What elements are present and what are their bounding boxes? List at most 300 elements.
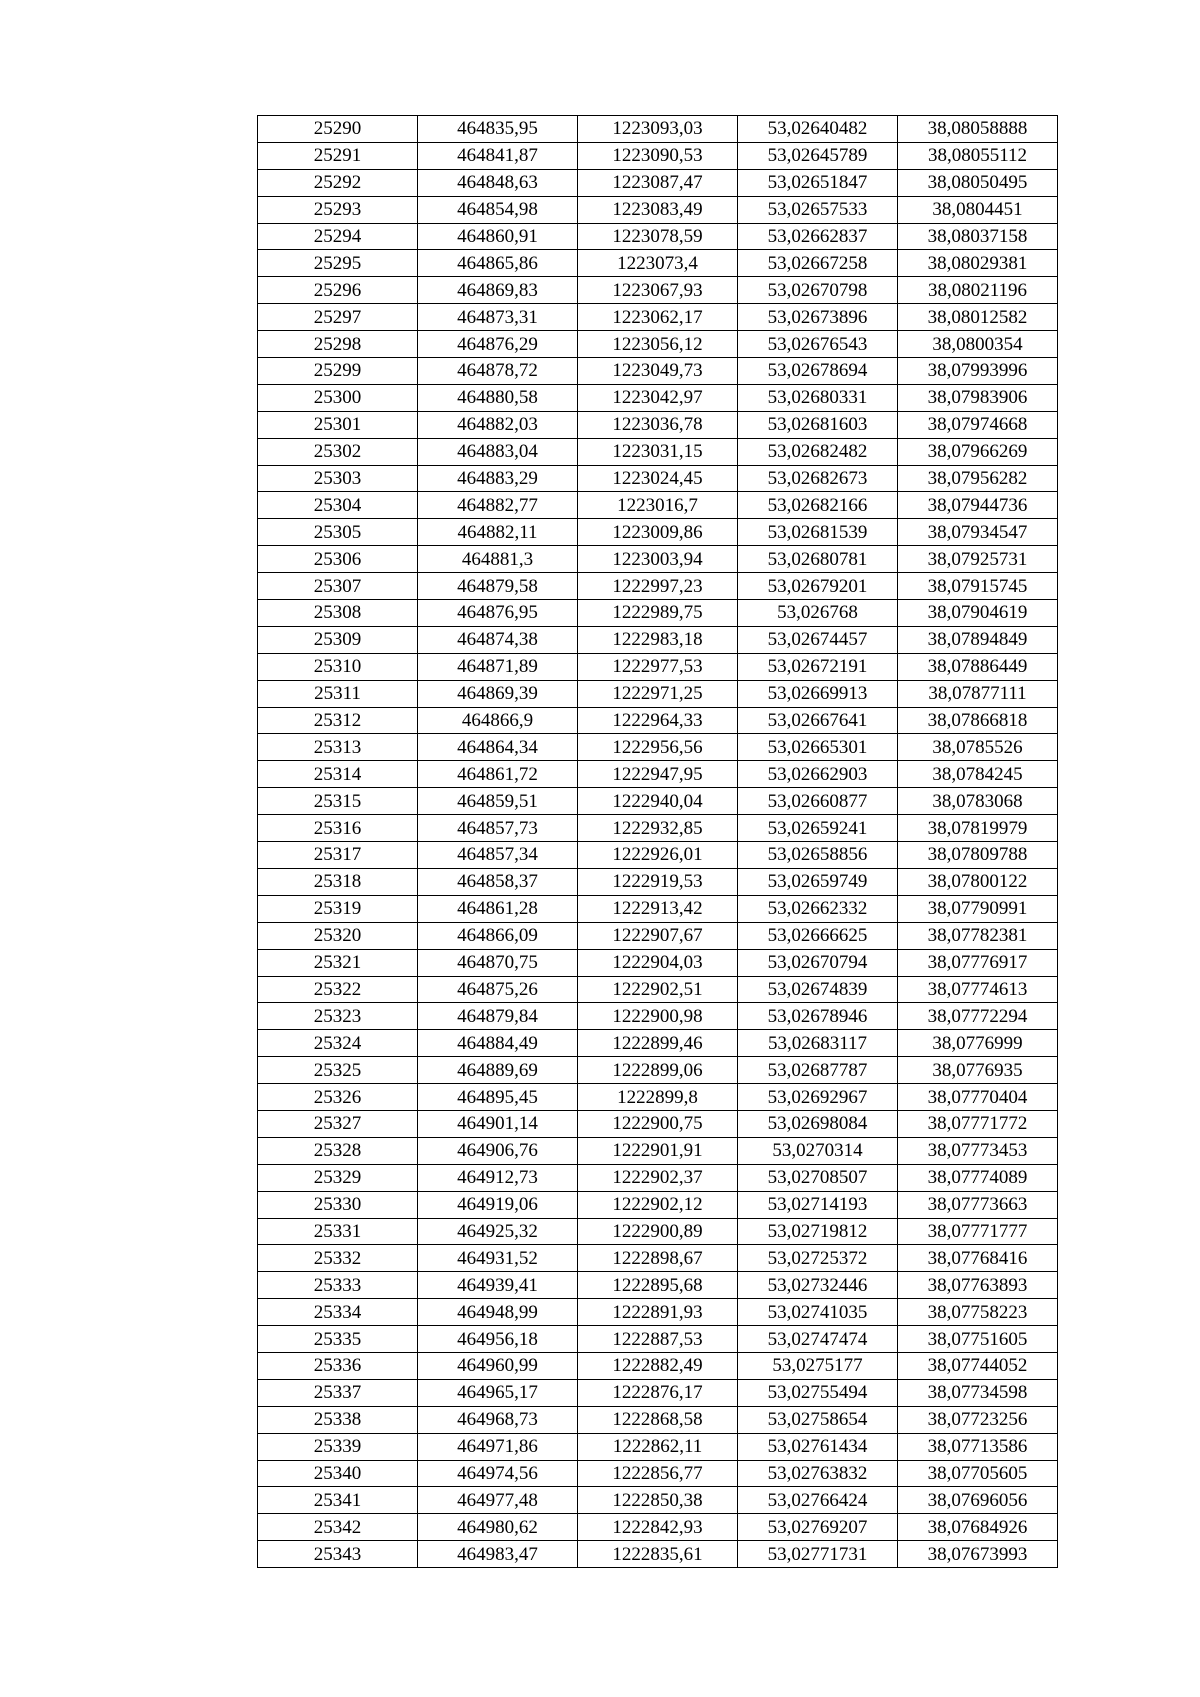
latitude-cell: 53,02662903 — [738, 761, 898, 788]
latitude-cell: 53,02667258 — [738, 250, 898, 277]
longitude-cell: 38,07713586 — [898, 1433, 1058, 1460]
x-coordinate-cell: 464974,56 — [418, 1460, 578, 1487]
table-row — [258, 653, 1058, 680]
x-coordinate-cell: 464854,98 — [418, 196, 578, 223]
point-number-cell: 25304 — [258, 492, 418, 519]
point-number-cell: 25300 — [258, 384, 418, 411]
latitude-cell: 53,02682673 — [738, 465, 898, 492]
point-number-cell: 25326 — [258, 1084, 418, 1111]
point-number-cell: 25315 — [258, 788, 418, 815]
latitude-cell: 53,02719812 — [738, 1218, 898, 1245]
table-row — [258, 1272, 1058, 1299]
y-coordinate-cell: 1223024,45 — [578, 465, 738, 492]
y-coordinate-cell: 1223031,15 — [578, 438, 738, 465]
latitude-cell: 53,02669913 — [738, 680, 898, 707]
x-coordinate-cell: 464977,48 — [418, 1487, 578, 1514]
latitude-cell: 53,02670794 — [738, 949, 898, 976]
longitude-cell: 38,07771777 — [898, 1218, 1058, 1245]
latitude-cell: 53,02687787 — [738, 1057, 898, 1084]
point-number-cell: 25307 — [258, 573, 418, 600]
y-coordinate-cell: 1222913,42 — [578, 895, 738, 922]
table-row — [258, 976, 1058, 1003]
x-coordinate-cell: 464889,69 — [418, 1057, 578, 1084]
y-coordinate-cell: 1223016,7 — [578, 492, 738, 519]
latitude-cell: 53,02651847 — [738, 169, 898, 196]
longitude-cell: 38,07776917 — [898, 949, 1058, 976]
point-number-cell: 25324 — [258, 1030, 418, 1057]
latitude-cell: 53,02662332 — [738, 895, 898, 922]
y-coordinate-cell: 1222895,68 — [578, 1272, 738, 1299]
x-coordinate-cell: 464841,87 — [418, 142, 578, 169]
x-coordinate-cell: 464895,45 — [418, 1084, 578, 1111]
y-coordinate-cell: 1222900,98 — [578, 1003, 738, 1030]
x-coordinate-cell: 464861,28 — [418, 895, 578, 922]
table-row — [258, 1137, 1058, 1164]
longitude-cell: 38,08058888 — [898, 116, 1058, 143]
latitude-cell: 53,02666625 — [738, 922, 898, 949]
latitude-cell: 53,02769207 — [738, 1514, 898, 1541]
point-number-cell: 25314 — [258, 761, 418, 788]
latitude-cell: 53,0270314 — [738, 1137, 898, 1164]
y-coordinate-cell: 1222956,56 — [578, 734, 738, 761]
point-number-cell: 25321 — [258, 949, 418, 976]
table-row — [258, 196, 1058, 223]
latitude-cell: 53,02667641 — [738, 707, 898, 734]
y-coordinate-cell: 1223036,78 — [578, 411, 738, 438]
table-row — [258, 868, 1058, 895]
table-row — [258, 600, 1058, 627]
point-number-cell: 25301 — [258, 411, 418, 438]
x-coordinate-cell: 464931,52 — [418, 1245, 578, 1272]
latitude-cell: 53,02657533 — [738, 196, 898, 223]
y-coordinate-cell: 1222900,75 — [578, 1110, 738, 1137]
y-coordinate-cell: 1223009,86 — [578, 519, 738, 546]
longitude-cell: 38,07751605 — [898, 1326, 1058, 1353]
longitude-cell: 38,07934547 — [898, 519, 1058, 546]
longitude-cell: 38,07974668 — [898, 411, 1058, 438]
table-row — [258, 1191, 1058, 1218]
y-coordinate-cell: 1222842,93 — [578, 1514, 738, 1541]
y-coordinate-cell: 1223087,47 — [578, 169, 738, 196]
longitude-cell: 38,08037158 — [898, 223, 1058, 250]
table-row — [258, 1514, 1058, 1541]
table-row — [258, 546, 1058, 573]
latitude-cell: 53,02665301 — [738, 734, 898, 761]
longitude-cell: 38,07966269 — [898, 438, 1058, 465]
longitude-cell: 38,07866818 — [898, 707, 1058, 734]
latitude-cell: 53,02670798 — [738, 277, 898, 304]
y-coordinate-cell: 1222900,89 — [578, 1218, 738, 1245]
y-coordinate-cell: 1222902,12 — [578, 1191, 738, 1218]
point-number-cell: 25342 — [258, 1514, 418, 1541]
point-number-cell: 25313 — [258, 734, 418, 761]
x-coordinate-cell: 464881,3 — [418, 546, 578, 573]
latitude-cell: 53,02660877 — [738, 788, 898, 815]
table-row — [258, 1164, 1058, 1191]
y-coordinate-cell: 1222902,37 — [578, 1164, 738, 1191]
point-number-cell: 25298 — [258, 331, 418, 358]
x-coordinate-cell: 464858,37 — [418, 868, 578, 895]
x-coordinate-cell: 464956,18 — [418, 1326, 578, 1353]
longitude-cell: 38,0800354 — [898, 331, 1058, 358]
table-row — [258, 1433, 1058, 1460]
latitude-cell: 53,02683117 — [738, 1030, 898, 1057]
table-row — [258, 761, 1058, 788]
point-number-cell: 25328 — [258, 1137, 418, 1164]
table-row — [258, 438, 1058, 465]
point-number-cell: 25308 — [258, 600, 418, 627]
table-row — [258, 250, 1058, 277]
y-coordinate-cell: 1223093,03 — [578, 116, 738, 143]
y-coordinate-cell: 1222977,53 — [578, 653, 738, 680]
latitude-cell: 53,02708507 — [738, 1164, 898, 1191]
y-coordinate-cell: 1222932,85 — [578, 815, 738, 842]
table-row — [258, 358, 1058, 385]
table-row — [258, 384, 1058, 411]
longitude-cell: 38,07809788 — [898, 842, 1058, 869]
point-number-cell: 25318 — [258, 868, 418, 895]
table-row — [258, 1352, 1058, 1379]
latitude-cell: 53,02679201 — [738, 573, 898, 600]
x-coordinate-cell: 464835,95 — [418, 116, 578, 143]
point-number-cell: 25309 — [258, 626, 418, 653]
point-number-cell: 25341 — [258, 1487, 418, 1514]
x-coordinate-cell: 464869,39 — [418, 680, 578, 707]
latitude-cell: 53,02680781 — [738, 546, 898, 573]
y-coordinate-cell: 1222989,75 — [578, 600, 738, 627]
y-coordinate-cell: 1222899,46 — [578, 1030, 738, 1057]
x-coordinate-cell: 464874,38 — [418, 626, 578, 653]
x-coordinate-cell: 464876,95 — [418, 600, 578, 627]
latitude-cell: 53,02758654 — [738, 1406, 898, 1433]
latitude-cell: 53,02761434 — [738, 1433, 898, 1460]
longitude-cell: 38,0776935 — [898, 1057, 1058, 1084]
longitude-cell: 38,07773453 — [898, 1137, 1058, 1164]
x-coordinate-cell: 464965,17 — [418, 1379, 578, 1406]
longitude-cell: 38,07782381 — [898, 922, 1058, 949]
table-row — [258, 411, 1058, 438]
y-coordinate-cell: 1222940,04 — [578, 788, 738, 815]
point-number-cell: 25322 — [258, 976, 418, 1003]
latitude-cell: 53,02682166 — [738, 492, 898, 519]
longitude-cell: 38,07886449 — [898, 653, 1058, 680]
table-row — [258, 1003, 1058, 1030]
x-coordinate-cell: 464983,47 — [418, 1541, 578, 1568]
y-coordinate-cell: 1223073,4 — [578, 250, 738, 277]
table-row — [258, 331, 1058, 358]
x-coordinate-cell: 464919,06 — [418, 1191, 578, 1218]
table-row — [258, 277, 1058, 304]
table-row — [258, 1084, 1058, 1111]
y-coordinate-cell: 1222964,33 — [578, 707, 738, 734]
y-coordinate-cell: 1222868,58 — [578, 1406, 738, 1433]
point-number-cell: 25293 — [258, 196, 418, 223]
x-coordinate-cell: 464948,99 — [418, 1299, 578, 1326]
x-coordinate-cell: 464859,51 — [418, 788, 578, 815]
longitude-cell: 38,07774089 — [898, 1164, 1058, 1191]
table-row — [258, 1057, 1058, 1084]
y-coordinate-cell: 1223090,53 — [578, 142, 738, 169]
longitude-cell: 38,08029381 — [898, 250, 1058, 277]
longitude-cell: 38,07734598 — [898, 1379, 1058, 1406]
table-row — [258, 922, 1058, 949]
y-coordinate-cell: 1223067,93 — [578, 277, 738, 304]
table-row — [258, 788, 1058, 815]
longitude-cell: 38,07800122 — [898, 868, 1058, 895]
x-coordinate-cell: 464882,03 — [418, 411, 578, 438]
longitude-cell: 38,07696056 — [898, 1487, 1058, 1514]
longitude-cell: 38,07772294 — [898, 1003, 1058, 1030]
x-coordinate-cell: 464848,63 — [418, 169, 578, 196]
x-coordinate-cell: 464879,84 — [418, 1003, 578, 1030]
y-coordinate-cell: 1222907,67 — [578, 922, 738, 949]
table-row — [258, 573, 1058, 600]
latitude-cell: 53,02678694 — [738, 358, 898, 385]
point-number-cell: 25334 — [258, 1299, 418, 1326]
point-number-cell: 25296 — [258, 277, 418, 304]
y-coordinate-cell: 1223056,12 — [578, 331, 738, 358]
point-number-cell: 25317 — [258, 842, 418, 869]
point-number-cell: 25320 — [258, 922, 418, 949]
point-number-cell: 25292 — [258, 169, 418, 196]
longitude-cell: 38,07763893 — [898, 1272, 1058, 1299]
x-coordinate-cell: 464879,58 — [418, 573, 578, 600]
table-row — [258, 895, 1058, 922]
point-number-cell: 25336 — [258, 1352, 418, 1379]
table-row — [258, 1406, 1058, 1433]
y-coordinate-cell: 1223049,73 — [578, 358, 738, 385]
table-row — [258, 1030, 1058, 1057]
latitude-cell: 53,02645789 — [738, 142, 898, 169]
longitude-cell: 38,0785526 — [898, 734, 1058, 761]
x-coordinate-cell: 464925,32 — [418, 1218, 578, 1245]
point-number-cell: 25306 — [258, 546, 418, 573]
x-coordinate-cell: 464857,73 — [418, 815, 578, 842]
longitude-cell: 38,07790991 — [898, 895, 1058, 922]
x-coordinate-cell: 464880,58 — [418, 384, 578, 411]
point-number-cell: 25329 — [258, 1164, 418, 1191]
latitude-cell: 53,02741035 — [738, 1299, 898, 1326]
coordinates-table — [257, 115, 1058, 1568]
y-coordinate-cell: 1222898,67 — [578, 1245, 738, 1272]
longitude-cell: 38,0804451 — [898, 196, 1058, 223]
x-coordinate-cell: 464869,83 — [418, 277, 578, 304]
table-row — [258, 707, 1058, 734]
table-row — [258, 626, 1058, 653]
y-coordinate-cell: 1222904,03 — [578, 949, 738, 976]
table-row — [258, 492, 1058, 519]
x-coordinate-cell: 464866,09 — [418, 922, 578, 949]
latitude-cell: 53,02763832 — [738, 1460, 898, 1487]
x-coordinate-cell: 464864,34 — [418, 734, 578, 761]
latitude-cell: 53,02658856 — [738, 842, 898, 869]
x-coordinate-cell: 464866,9 — [418, 707, 578, 734]
latitude-cell: 53,02682482 — [738, 438, 898, 465]
table-row — [258, 842, 1058, 869]
table-row — [258, 949, 1058, 976]
x-coordinate-cell: 464882,11 — [418, 519, 578, 546]
longitude-cell: 38,0783068 — [898, 788, 1058, 815]
point-number-cell: 25299 — [258, 358, 418, 385]
longitude-cell: 38,07770404 — [898, 1084, 1058, 1111]
y-coordinate-cell: 1222997,23 — [578, 573, 738, 600]
latitude-cell: 53,02766424 — [738, 1487, 898, 1514]
longitude-cell: 38,07773663 — [898, 1191, 1058, 1218]
y-coordinate-cell: 1223062,17 — [578, 304, 738, 331]
point-number-cell: 25319 — [258, 895, 418, 922]
y-coordinate-cell: 1223078,59 — [578, 223, 738, 250]
x-coordinate-cell: 464861,72 — [418, 761, 578, 788]
point-number-cell: 25343 — [258, 1541, 418, 1568]
x-coordinate-cell: 464878,72 — [418, 358, 578, 385]
y-coordinate-cell: 1222899,06 — [578, 1057, 738, 1084]
y-coordinate-cell: 1223083,49 — [578, 196, 738, 223]
y-coordinate-cell: 1222902,51 — [578, 976, 738, 1003]
point-number-cell: 25302 — [258, 438, 418, 465]
longitude-cell: 38,07993996 — [898, 358, 1058, 385]
table-row — [258, 304, 1058, 331]
longitude-cell: 38,08055112 — [898, 142, 1058, 169]
longitude-cell: 38,07915745 — [898, 573, 1058, 600]
table-row — [258, 1379, 1058, 1406]
y-coordinate-cell: 1222891,93 — [578, 1299, 738, 1326]
point-number-cell: 25323 — [258, 1003, 418, 1030]
x-coordinate-cell: 464871,89 — [418, 653, 578, 680]
point-number-cell: 25291 — [258, 142, 418, 169]
longitude-cell: 38,07723256 — [898, 1406, 1058, 1433]
y-coordinate-cell: 1222856,77 — [578, 1460, 738, 1487]
table-row — [258, 1110, 1058, 1137]
longitude-cell: 38,07983906 — [898, 384, 1058, 411]
y-coordinate-cell: 1222947,95 — [578, 761, 738, 788]
point-number-cell: 25312 — [258, 707, 418, 734]
table-row — [258, 815, 1058, 842]
table-row — [258, 1487, 1058, 1514]
longitude-cell: 38,07877111 — [898, 680, 1058, 707]
table-row — [258, 465, 1058, 492]
y-coordinate-cell: 1222882,49 — [578, 1352, 738, 1379]
x-coordinate-cell: 464906,76 — [418, 1137, 578, 1164]
x-coordinate-cell: 464873,31 — [418, 304, 578, 331]
longitude-cell: 38,0776999 — [898, 1030, 1058, 1057]
latitude-cell: 53,02674839 — [738, 976, 898, 1003]
point-number-cell: 25335 — [258, 1326, 418, 1353]
latitude-cell: 53,02680331 — [738, 384, 898, 411]
x-coordinate-cell: 464884,49 — [418, 1030, 578, 1057]
longitude-cell: 38,08021196 — [898, 277, 1058, 304]
longitude-cell: 38,07744052 — [898, 1352, 1058, 1379]
point-number-cell: 25331 — [258, 1218, 418, 1245]
y-coordinate-cell: 1222983,18 — [578, 626, 738, 653]
longitude-cell: 38,07774613 — [898, 976, 1058, 1003]
point-number-cell: 25340 — [258, 1460, 418, 1487]
x-coordinate-cell: 464876,29 — [418, 331, 578, 358]
longitude-cell: 38,07684926 — [898, 1514, 1058, 1541]
longitude-cell: 38,07771772 — [898, 1110, 1058, 1137]
point-number-cell: 25305 — [258, 519, 418, 546]
x-coordinate-cell: 464865,86 — [418, 250, 578, 277]
point-number-cell: 25295 — [258, 250, 418, 277]
y-coordinate-cell: 1223003,94 — [578, 546, 738, 573]
x-coordinate-cell: 464883,04 — [418, 438, 578, 465]
longitude-cell: 38,07944736 — [898, 492, 1058, 519]
x-coordinate-cell: 464875,26 — [418, 976, 578, 1003]
table-row — [258, 680, 1058, 707]
longitude-cell: 38,08050495 — [898, 169, 1058, 196]
point-number-cell: 25294 — [258, 223, 418, 250]
point-number-cell: 25325 — [258, 1057, 418, 1084]
table-row — [258, 116, 1058, 143]
longitude-cell: 38,07894849 — [898, 626, 1058, 653]
longitude-cell: 38,07673993 — [898, 1541, 1058, 1568]
table-body — [258, 116, 1058, 1568]
point-number-cell: 25338 — [258, 1406, 418, 1433]
latitude-cell: 53,02755494 — [738, 1379, 898, 1406]
point-number-cell: 25330 — [258, 1191, 418, 1218]
latitude-cell: 53,02659749 — [738, 868, 898, 895]
longitude-cell: 38,0784245 — [898, 761, 1058, 788]
table-row — [258, 519, 1058, 546]
latitude-cell: 53,02771731 — [738, 1541, 898, 1568]
longitude-cell: 38,07819979 — [898, 815, 1058, 842]
y-coordinate-cell: 1222835,61 — [578, 1541, 738, 1568]
y-coordinate-cell: 1222899,8 — [578, 1084, 738, 1111]
latitude-cell: 53,02674457 — [738, 626, 898, 653]
latitude-cell: 53,02698084 — [738, 1110, 898, 1137]
y-coordinate-cell: 1222862,11 — [578, 1433, 738, 1460]
point-number-cell: 25339 — [258, 1433, 418, 1460]
latitude-cell: 53,02676543 — [738, 331, 898, 358]
latitude-cell: 53,02678946 — [738, 1003, 898, 1030]
latitude-cell: 53,02681539 — [738, 519, 898, 546]
latitude-cell: 53,02692967 — [738, 1084, 898, 1111]
y-coordinate-cell: 1222850,38 — [578, 1487, 738, 1514]
table-row — [258, 734, 1058, 761]
table-row — [258, 142, 1058, 169]
longitude-cell: 38,07768416 — [898, 1245, 1058, 1272]
point-number-cell: 25333 — [258, 1272, 418, 1299]
point-number-cell: 25297 — [258, 304, 418, 331]
x-coordinate-cell: 464860,91 — [418, 223, 578, 250]
point-number-cell: 25310 — [258, 653, 418, 680]
latitude-cell: 53,02640482 — [738, 116, 898, 143]
latitude-cell: 53,02659241 — [738, 815, 898, 842]
table-row — [258, 169, 1058, 196]
point-number-cell: 25327 — [258, 1110, 418, 1137]
table-row — [258, 1245, 1058, 1272]
longitude-cell: 38,08012582 — [898, 304, 1058, 331]
x-coordinate-cell: 464980,62 — [418, 1514, 578, 1541]
table-row — [258, 1218, 1058, 1245]
longitude-cell: 38,07956282 — [898, 465, 1058, 492]
point-number-cell: 25332 — [258, 1245, 418, 1272]
latitude-cell: 53,026768 — [738, 600, 898, 627]
x-coordinate-cell: 464883,29 — [418, 465, 578, 492]
table-row — [258, 1460, 1058, 1487]
latitude-cell: 53,02662837 — [738, 223, 898, 250]
x-coordinate-cell: 464882,77 — [418, 492, 578, 519]
latitude-cell: 53,0275177 — [738, 1352, 898, 1379]
table-row — [258, 1326, 1058, 1353]
longitude-cell: 38,07904619 — [898, 600, 1058, 627]
y-coordinate-cell: 1223042,97 — [578, 384, 738, 411]
x-coordinate-cell: 464912,73 — [418, 1164, 578, 1191]
latitude-cell: 53,02725372 — [738, 1245, 898, 1272]
y-coordinate-cell: 1222971,25 — [578, 680, 738, 707]
x-coordinate-cell: 464857,34 — [418, 842, 578, 869]
table-row — [258, 223, 1058, 250]
y-coordinate-cell: 1222876,17 — [578, 1379, 738, 1406]
